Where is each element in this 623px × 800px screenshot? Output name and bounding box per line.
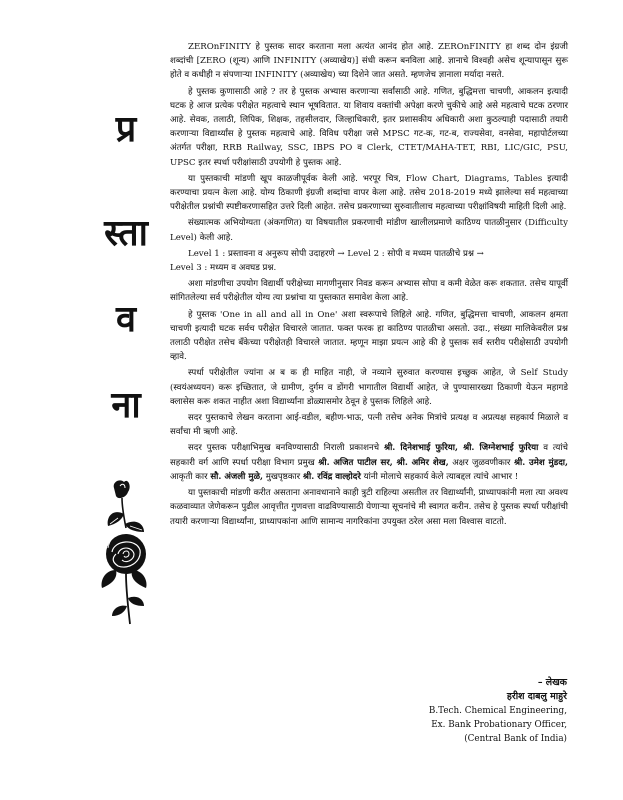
author-bank: (Central Bank of India) xyxy=(464,734,567,744)
author-qualification: B.Tech. Chemical Engineering, xyxy=(428,706,567,716)
thanks-name-mule: सौ. अंजली मुळे, xyxy=(210,471,263,482)
paragraph-audience: हे पुस्तक कुणासाठी आहे ? तर हे पुस्तक अभ्यास करणाऱ्या सर्वांसाठी आहे. गणित, बुद्धिमत्ता चाचणी, आकलन इत्यादी घटक हे आज प्रत्येक परीक्षेत महत्वाचे स्थान भूषवितात. या शिवाय वक्तांची अपेक्षा करणे चुकीचे आहे असे महत्वाचे घटक ठरणार आहे. सेवक, तलाठी, लिपिक, शिक्षक, तहसीलदार, जिल्हाधिकारी, इतर प्रशासकीय अधिकारी अशा कुठल्याही पदासाठी तयारी करणाऱ्या विद्यार्थ्यांस हे पुस्तक महत्वाचे आहे. विविध परीक्षा जसे MPSC गट-क, गट-ब, राज्यसेवा, वनसेवा, महापोर्टलच्या अंतर्गत परीक्षा, RRB Railway, SSC, IBPS PO व Clerk, CTET/MAHA-TET, RBI, LIC/GIC, PSU, UPSC इतर स्पर्धा परीक्षांसाठी उपयोगी हे पुस्तक आहे. xyxy=(170,86,568,168)
rose-illustration xyxy=(98,478,150,628)
side-letter-pra: प्र xyxy=(115,109,137,150)
paragraph-difficulty: संख्यात्मक अभियोग्यता (अंकगणित) या विषयातील प्रकरणाची मांडीण खालीलप्रमाणे काठिण्य पातळीनुसार (Difficulty Level) केली आहे. xyxy=(170,218,568,243)
paragraph-layout: या पुस्तकाची मांडणी खूप काळजीपूर्वक केली आहे. भरपूर चित्र, Flow Chart, Diagrams, Tables इत्यादी करण्याचा प्रयत्न केला आहे. योग्य ठिकाणी इंग्रजी शब्दांचा वापर केला आहे. तसेच 2018-2019 मध्ये झालेल्या सर्व महत्वाच्या परीक्षेतील प्रश्नांची स्पष्टीकरणासहित उत्तरे दिली आहेत. तसेच प्रकरणाच्या सुरुवातीलाच महत्वाच्या परीक्षांविषयी माहिती दिली आहे. xyxy=(170,173,568,213)
level-line-2: Level 3 : मध्यम व अवघड प्रश्न. xyxy=(170,263,277,274)
preface-body xyxy=(170,40,568,531)
thanks-name-walhodare: श्री. रविंद्र वाल्होदरे xyxy=(302,471,361,482)
thanks-text-2: व त्यांचे सहकारी वर्ग आणि स्पर्धा परीक्षा विभाग प्रमुख xyxy=(170,443,568,468)
paragraph-usage: अशा मांडणीचा उपयोग विद्यार्थी परीक्षेच्या मागणीनुसार निवड करून अभ्यास सोपा व कमी वेळेत करू शकतात. तसेच यापूर्वी सांगितलेल्या सर्व परीक्षेतील योग्य त्या प्रश्नांचा या पुस्तकात समावेश केला आहे. xyxy=(170,279,568,304)
thanks-text-1: सदर पुस्तक परीक्षाभिमुख बनविण्यासाठी निराली प्रकाशनचे xyxy=(188,443,384,454)
side-letter-sta: स्ता xyxy=(104,213,148,254)
thanks-text-3: अक्षर जुळवणीकार xyxy=(448,457,514,468)
author-label: – लेखक xyxy=(537,677,567,688)
thanks-name-patil-shaikh: श्री. अजित पाटील सर, श्री. अमिर शेख, xyxy=(318,457,449,468)
thanks-text-6: यांनी मोलाचे सहकार्य केले त्याबद्दल त्यांचे आभार ! xyxy=(360,471,519,482)
paragraph-intro: ZEROnFINITY हे पुस्तक सादर करताना मला अत्यंत आनंद होत आहे. ZEROnFINITY हा शब्द दोन इंग्रजी शब्दांची [ZERO (शून्य) आणि INFINITY (अव्याखेय)] संधी करून बनविला आहे. ज्ञानाचे विश्वही असेच शून्यापासून सुरू होते व कधीही न संपणाऱ्या INFINITY (अव्याखेय) च्या दिशेने जात असते. म्हणजेच ज्ञानाला मर्यादा नसते. xyxy=(170,42,568,81)
thanks-text-5: मुखपृष्ठकार xyxy=(262,471,303,482)
level-line-1: Level 1 : प्रस्तावना व अनुरूप सोपी उदाहरणे → Level 2 : सोपी व मध्यम पातळीचे प्रश्न → xyxy=(188,248,484,259)
paragraph-family-thanks: सदर पुस्तकाचे लेखन करताना आई-वडील, बहीण-भाऊ, पत्नी तसेच अनेक मित्रांचे प्रत्यक्ष व अप्रत्यक्ष सहकार्य मिळाले व सर्वांचा मी ऋणी आहे. xyxy=(170,413,568,438)
paragraph-acknowledgements xyxy=(170,441,568,484)
author-name: हरीश दाबलु माहुरे xyxy=(506,691,567,702)
author-signature xyxy=(327,676,567,746)
thanks-name-mundada: श्री. उमेश मुंडदा, xyxy=(513,457,569,468)
difficulty-levels xyxy=(170,247,568,275)
side-letter-va: व xyxy=(115,299,137,340)
thanks-name-furiya: श्री. दिनेशभाई फुरिया, श्री. जिग्नेशभाई फुरिया xyxy=(384,443,539,454)
paragraph-closing: या पुस्तकाची मांडणी करीत असताना अनावधानाने काही त्रुटी राहिल्या असतील तर विद्यार्थ्यांनी, प्राध्यापकांनी मला त्या अवश्य कळवाव्यात जेणेकरून पुढील आवृत्तीत गुणवत्ता वाढविण्यासाठी येणाऱ्या सूचनांचे मी स्वागत करीन. तसेच हे पुस्तक स्पर्धा परीक्षांची तयारी करणाऱ्या विद्यार्थ्यांना, प्राध्यापकांना आणि सामान्य नागरिकांना उपयुक्त ठरेल असा मला विश्वास वाटतो. xyxy=(170,488,568,527)
thanks-text-4: आकृती कार xyxy=(170,471,211,482)
author-experience: Ex. Bank Probationary Officer, xyxy=(431,720,567,730)
side-letter-na: ना xyxy=(111,385,141,426)
paragraph-one-in-all: हे पुस्तक 'One in all and all in One' अशा स्वरूपाचे लिहिले आहे. गणित, बुद्धिमत्ता चाचणी, आकलन क्षमता चाचणी इत्यादी घटक सर्वच परीक्षेत विचारले जातात. फक्त फरक हा काठिण्य पातळीचा असतो. उदा., संख्या मालिकेवरील प्रश्न तलाठी परीक्षेत तसेच बँकेच्या परीक्षेतही विचारले जातात. म्हणून माझा प्रयत्न आहे की हे पुस्तक सर्व स्तरीय परीक्षेसाठी उपयोगी व्हावे. xyxy=(170,309,568,363)
paragraph-target-readers: स्पर्धा परीक्षेतील ज्यांना अ ब क ही माहित नाही, जे नव्याने सुरुवात करण्यास इच्छुक आहेत, जे Self Study (स्वयंअध्ययन) करू इच्छितात, जे ग्रामीण, दुर्गम व डोंगरी भागातील विद्यार्थी आहेत, जे पुण्यासारख्या ठिकाणी येऊन महागडे क्लासेस करू शकत नाहीत अशा विद्यार्थ्यांना डोळ्यासमोर ठेवून हे पुस्तक लिहिले आहे. xyxy=(170,368,568,407)
